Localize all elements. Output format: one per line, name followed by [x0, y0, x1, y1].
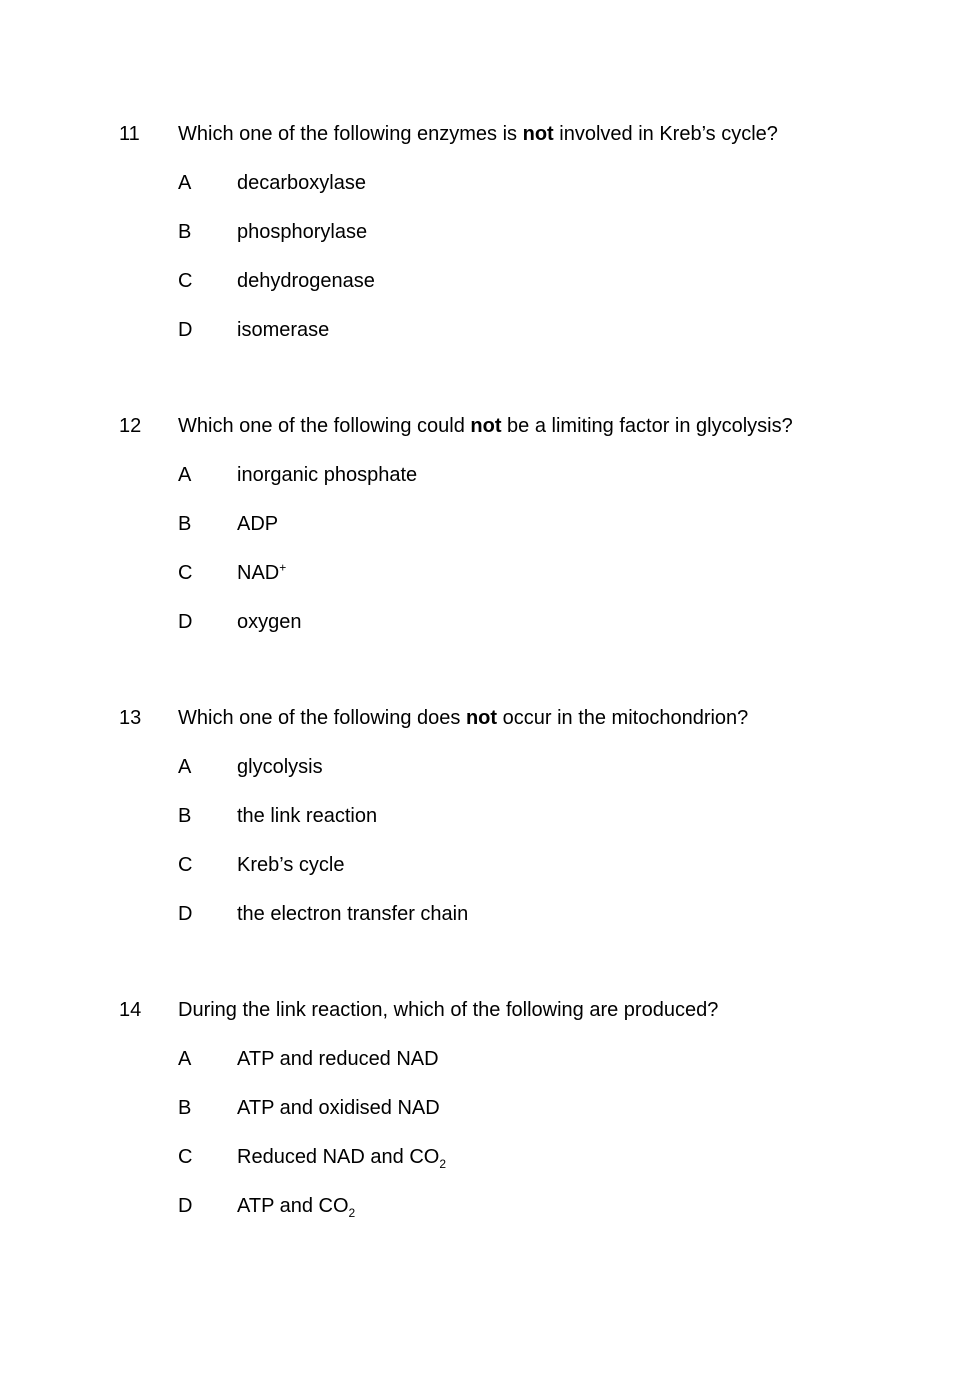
option-letter: D — [178, 319, 193, 341]
option-text: oxygen — [237, 611, 302, 633]
option-a[interactable] — [0, 752, 978, 782]
question-emphasis: not — [470, 415, 502, 437]
question-14 — [0, 995, 978, 1221]
option-a[interactable] — [0, 1044, 978, 1074]
option-text: decarboxylase — [237, 172, 366, 194]
option-c[interactable] — [0, 1142, 978, 1172]
option-text: dehydrogenase — [237, 270, 375, 292]
option-letter: D — [178, 1195, 193, 1217]
option-text: ATP and $CO_2$ — [237, 1195, 356, 1220]
option-b[interactable] — [0, 801, 978, 831]
option-text: the link reaction — [237, 805, 378, 827]
question-number: 13 — [119, 707, 142, 729]
question-13 — [0, 703, 978, 929]
option-a[interactable] — [0, 168, 978, 198]
option-text: ATP and reduced NAD — [237, 1048, 439, 1070]
option-letter: D — [178, 903, 193, 925]
option-text: the electron transfer chain — [237, 903, 469, 925]
option-letter: B — [178, 221, 192, 243]
question-text: Which one of the following enzymes is not involved in Kreb’s cycle? — [178, 123, 778, 145]
option-letter: A — [178, 464, 192, 486]
question-number: 11 — [119, 123, 140, 145]
option-text: Reduced NAD and $CO_2$ — [237, 1146, 447, 1171]
question-text: During the link reaction, which of the following are produced? — [178, 999, 719, 1021]
option-letter: A — [178, 756, 192, 778]
option-letter: C — [178, 270, 193, 292]
question-11 — [0, 119, 978, 345]
option-letter: C — [178, 1146, 193, 1168]
superscript: + — [279, 560, 287, 575]
subscript: 2 — [348, 1206, 356, 1220]
option-a[interactable] — [0, 460, 978, 490]
option-letter: C — [178, 854, 193, 876]
option-text: phosphorylase — [237, 221, 368, 243]
option-d[interactable] — [0, 899, 978, 929]
option-text: inorganic phosphate — [237, 464, 418, 486]
option-letter: B — [178, 1097, 192, 1119]
question-number: 12 — [119, 415, 142, 437]
option-text: ADP — [237, 513, 279, 535]
option-d[interactable] — [0, 315, 978, 345]
option-d[interactable] — [0, 607, 978, 637]
option-letter: B — [178, 805, 192, 827]
option-d[interactable] — [0, 1191, 978, 1221]
option-text: ATP and oxidised NAD — [237, 1097, 440, 1119]
question-number: 14 — [119, 999, 142, 1021]
option-b[interactable] — [0, 1093, 978, 1123]
option-letter: A — [178, 172, 192, 194]
question-12 — [0, 411, 978, 637]
option-letter: C — [178, 562, 193, 584]
option-b[interactable] — [0, 509, 978, 539]
option-b[interactable] — [0, 217, 978, 247]
option-letter: B — [178, 513, 192, 535]
option-c[interactable] — [0, 558, 978, 588]
question-emphasis: not — [522, 123, 554, 145]
subscript: 2 — [439, 1157, 447, 1171]
option-text: NAD+ — [237, 560, 287, 584]
option-c[interactable] — [0, 850, 978, 880]
option-letter: D — [178, 611, 193, 633]
option-text: isomerase — [237, 319, 330, 341]
option-c[interactable] — [0, 266, 978, 296]
question-text: Which one of the following could not be a limiting factor in glycolysis? — [178, 415, 793, 437]
question-emphasis: not — [465, 707, 498, 729]
option-letter: A — [178, 1048, 192, 1070]
option-text: glycolysis — [237, 756, 323, 778]
option-text: Kreb’s cycle — [237, 854, 345, 876]
question-text: Which one of the following does not occur in the mitochondrion? — [178, 707, 749, 729]
